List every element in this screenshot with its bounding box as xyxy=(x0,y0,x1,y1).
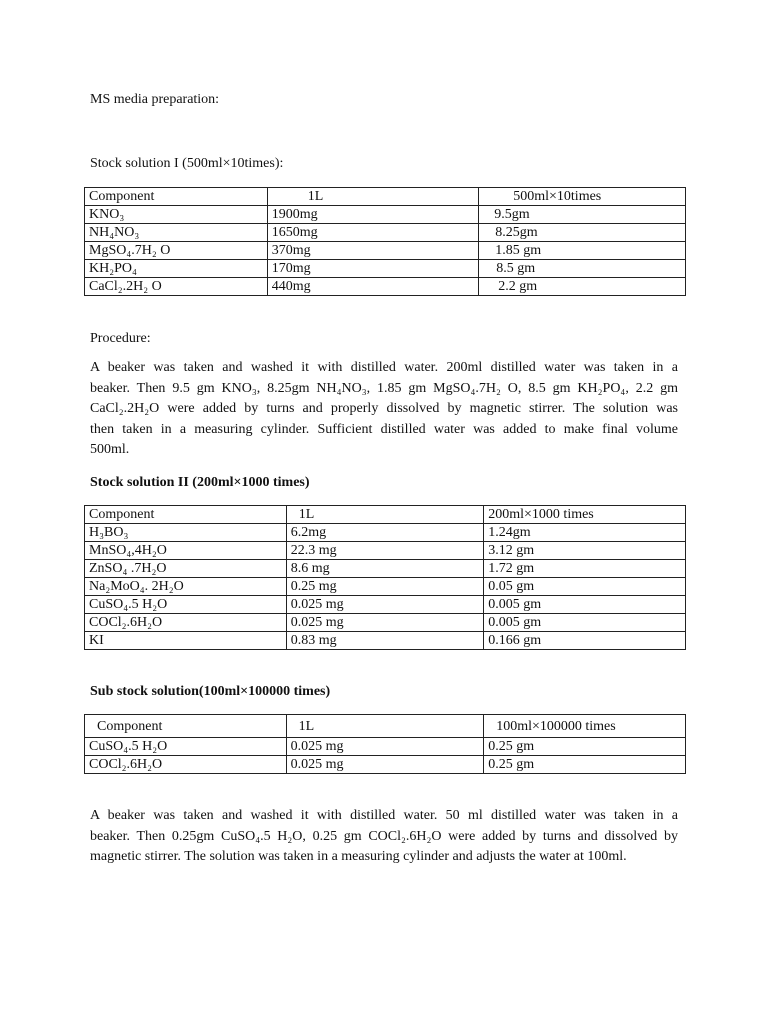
table-cell: 8.6 mg xyxy=(286,560,484,578)
procedure-heading: Procedure: xyxy=(90,331,151,346)
table-cell: 6.2mg xyxy=(286,524,484,542)
table-row xyxy=(85,578,686,596)
table-row xyxy=(85,242,686,260)
table-row xyxy=(85,738,686,756)
paragraph-line: then taken in a measuring cylinder. Sufficient distilled water was added to make final volume xyxy=(90,421,678,437)
stock1-table xyxy=(84,187,686,296)
table-cell: COCl₂.6H₂O xyxy=(85,756,287,774)
table-cell: MgSO₄.7H₂ O xyxy=(85,242,268,260)
table-cell: 0.025 mg xyxy=(286,596,484,614)
paragraph-line: beaker. Then 0.25gm CuSO₄.5 H₂O, 0.25 gm COCl₂.6H₂O were added by turns and dissolved by xyxy=(90,828,678,844)
table-cell: ZnSO₄ .7H₂O xyxy=(85,560,287,578)
table-cell: CaCl₂.2H₂ O xyxy=(85,278,268,296)
table-cell: Na₂MoO₄. 2H₂O xyxy=(85,578,287,596)
table-cell: 1650mg xyxy=(267,224,479,242)
header-cell: 500ml×10times xyxy=(479,188,686,206)
table-row xyxy=(85,260,686,278)
table-cell: 1.85 gm xyxy=(479,242,686,260)
table-cell: 0.025 mg xyxy=(286,738,484,756)
table-cell: KH₂PO₄ xyxy=(85,260,268,278)
table-cell: 2.2 gm xyxy=(479,278,686,296)
table-cell: 0.83 mg xyxy=(286,632,484,650)
header-cell: Component xyxy=(85,715,287,738)
table-cell: 1.72 gm xyxy=(484,560,686,578)
table-cell: CuSO₄.5 H₂O xyxy=(85,596,287,614)
table-header-row xyxy=(85,188,686,206)
table-row xyxy=(85,756,686,774)
table-cell: 0.005 gm xyxy=(484,596,686,614)
substock-table xyxy=(84,714,686,774)
paragraph-line: 500ml. xyxy=(90,442,130,457)
header-cell: 1L xyxy=(286,715,484,738)
table-cell: 0.25 gm xyxy=(484,738,686,756)
table-row xyxy=(85,278,686,296)
table-row xyxy=(85,560,686,578)
paragraph-line: A beaker was taken and washed it with distilled water. 200ml distilled water was taken in a xyxy=(90,360,678,375)
table-cell: NH₄NO₃ xyxy=(85,224,268,242)
header-cell: 1L xyxy=(286,506,484,524)
table-cell: 0.025 mg xyxy=(286,756,484,774)
table-cell: MnSO₄,4H₂O xyxy=(85,542,287,560)
stock2-table xyxy=(84,505,686,650)
table-row xyxy=(85,524,686,542)
header-cell: 200ml×1000 times xyxy=(484,506,686,524)
header-cell: 1L xyxy=(267,188,479,206)
table-cell: KNO₃ xyxy=(85,206,268,224)
paragraph-line: CaCl₂.2H₂O were added by turns and properly dissolved by magnetic stirrer. The solution was xyxy=(90,401,678,416)
stock2-heading: Stock solution II (200ml×1000 times) xyxy=(90,475,310,490)
paragraph-line: beaker. Then 9.5 gm KNO₃, 8.25gm NH₄NO₃, 1.85 gm MgSO₄.7H₂ O, 8.5 gm KH₂PO₄, 2.2 gm xyxy=(90,380,678,396)
table-row xyxy=(85,632,686,650)
table-cell: 0.25 mg xyxy=(286,578,484,596)
table-row xyxy=(85,206,686,224)
document-title: MS media preparation: xyxy=(90,92,220,107)
table-cell: H₃BO₃ xyxy=(85,524,287,542)
table-cell: 0.166 gm xyxy=(484,632,686,650)
final-paragraph xyxy=(90,806,678,868)
table-row xyxy=(85,542,686,560)
header-cell: 100ml×100000 times xyxy=(484,715,686,738)
substock-heading: Sub stock solution(100ml×100000 times) xyxy=(90,684,331,699)
table-header-row xyxy=(85,715,686,738)
header-cell: Component xyxy=(85,188,268,206)
table-cell: KI xyxy=(85,632,287,650)
table-row xyxy=(85,614,686,632)
table-cell: 370mg xyxy=(267,242,479,260)
table-cell: 9.5gm xyxy=(479,206,686,224)
table-cell: CuSO₄.5 H₂O xyxy=(85,738,287,756)
table-cell: 8.5 gm xyxy=(479,260,686,278)
table-cell: 8.25gm xyxy=(479,224,686,242)
table-header-row xyxy=(85,506,686,524)
paragraph-line: A beaker was taken and washed it with distilled water. 50 ml distilled water was taken in a xyxy=(90,808,678,823)
table-row xyxy=(85,596,686,614)
table-cell: 170mg xyxy=(267,260,479,278)
table-cell: COCl₂.6H₂O xyxy=(85,614,287,632)
table-cell: 0.025 mg xyxy=(286,614,484,632)
table-cell: 440mg xyxy=(267,278,479,296)
table-cell: 3.12 gm xyxy=(484,542,686,560)
table-cell: 0.005 gm xyxy=(484,614,686,632)
table-cell: 22.3 mg xyxy=(286,542,484,560)
stock1-heading: Stock solution I (500ml×10times): xyxy=(90,156,284,171)
procedure-paragraph xyxy=(90,358,678,461)
table-cell: 0.25 gm xyxy=(484,756,686,774)
table-cell: 1.24gm xyxy=(484,524,686,542)
table-cell: 0.05 gm xyxy=(484,578,686,596)
paragraph-line: magnetic stirrer. The solution was taken in a measuring cylinder and adjusts the water at 100ml. xyxy=(90,849,627,864)
table-cell: 1900mg xyxy=(267,206,479,224)
table-row xyxy=(85,224,686,242)
header-cell: Component xyxy=(85,506,287,524)
